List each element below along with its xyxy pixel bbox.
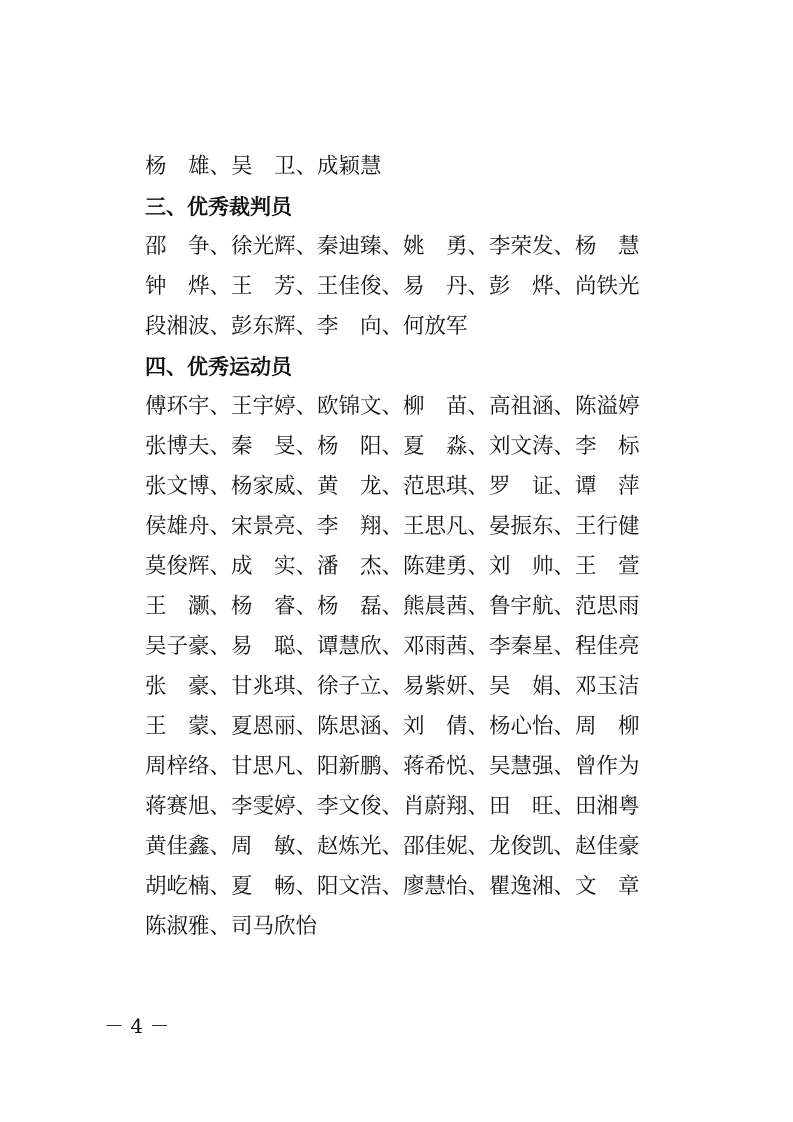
name-line: 王 蒙、夏恩丽、陈思涵、刘 倩、杨心怡、周 柳 xyxy=(145,714,640,739)
name-line: 钟 烨、王 芳、王佳俊、易 丹、彭 烨、尚铁光 xyxy=(145,274,640,299)
name-line: 傅环宇、王宇婷、欧锦文、柳 苗、高祖涵、陈溢婷 xyxy=(145,394,640,419)
name-line: 段湘波、彭东辉、李 向、何放军 xyxy=(145,314,468,339)
name-line: 邵 争、徐光辉、秦迪臻、姚 勇、李荣发、杨 慧 xyxy=(145,234,640,259)
name-line: 张文博、杨家威、黄 龙、范思琪、罗 证、谭 萍 xyxy=(145,474,640,499)
name-line: 黄佳鑫、周 敏、赵炼光、邵佳妮、龙俊凯、赵佳豪 xyxy=(145,834,640,859)
section-heading-referees: 三、优秀裁判员 xyxy=(145,195,292,219)
name-line: 张 豪、甘兆琪、徐子立、易紫妍、吴 娟、邓玉洁 xyxy=(145,674,640,699)
name-line: 胡屹楠、夏 畅、阳文浩、廖慧怡、瞿逸湘、文 章 xyxy=(145,874,640,899)
name-list xyxy=(145,147,640,947)
name-line: 张博夫、秦 旻、杨 阳、夏 淼、刘文涛、李 标 xyxy=(145,434,640,459)
name-line: 杨 雄、吴 卫、成颖慧 xyxy=(145,154,382,179)
name-line: 侯雄舟、宋景亮、李 翔、王思凡、晏振东、王行健 xyxy=(145,514,640,539)
name-line: 吴子豪、易 聪、谭慧欣、邓雨茜、李秦星、程佳亮 xyxy=(145,634,640,659)
section-heading-athletes: 四、优秀运动员 xyxy=(145,355,292,379)
name-line: 王 灏、杨 睿、杨 磊、熊晨茜、鲁宇航、范思雨 xyxy=(145,594,640,619)
name-line: 陈淑雅、司马欣怡 xyxy=(145,914,318,939)
name-line: 周梓络、甘思凡、阳新鹏、蒋希悦、吴慧强、曾作为 xyxy=(145,754,640,779)
name-line: 莫俊辉、成 实、潘 杰、陈建勇、刘 帅、王 萱 xyxy=(145,554,640,579)
name-line: 蒋赛旭、李雯婷、李文俊、肖蔚翔、田 旺、田湘粤 xyxy=(145,794,640,819)
page-number: － 4 － xyxy=(104,1014,170,1038)
